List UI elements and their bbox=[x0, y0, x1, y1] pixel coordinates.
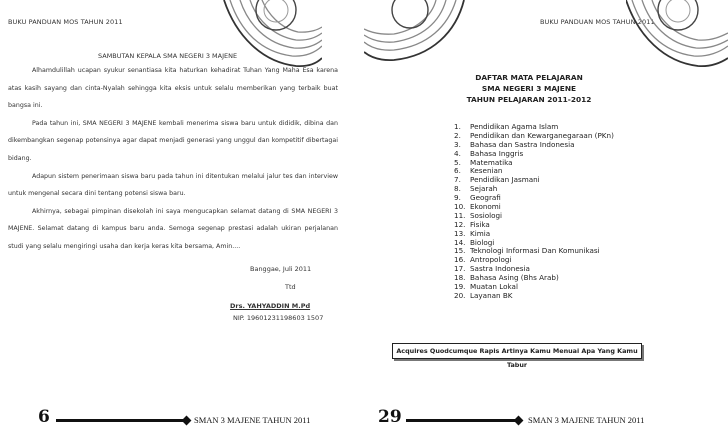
footer-text: SMAN 3 MAJENE TAHUN 2011 bbox=[528, 415, 645, 425]
subjects-list bbox=[454, 123, 614, 301]
welcome-title: SAMBUTAN KEPALA SMA NEGERI 3 MAJENE bbox=[98, 52, 238, 60]
list-item: 19. Muatan Lokal bbox=[454, 282, 518, 292]
footer-line bbox=[406, 419, 518, 422]
list-item: 4. Bahasa Inggris bbox=[454, 148, 524, 158]
list-item: 18. Bahasa Asing (Bhs Arab) bbox=[454, 273, 559, 283]
ttd-label: Ttd bbox=[285, 283, 296, 291]
welcome-text bbox=[8, 62, 338, 256]
list-item: 8. Sejarah bbox=[454, 184, 498, 194]
paragraph: Adapun sistem penerimaan siswa baru pada tahun ini ditentukan melalui jalur tes dan interview untuk mengenal secara dini tentang potensi siswa baru. bbox=[8, 172, 338, 198]
list-item: 7. Pendidikan Jasmani bbox=[454, 175, 540, 185]
footer-line bbox=[56, 419, 186, 422]
list-item: 1. Pendidikan Agama Islam bbox=[454, 122, 559, 131]
list-item: 3. Bahasa dan Sastra Indonesia bbox=[454, 139, 575, 149]
diamond-icon bbox=[182, 416, 192, 426]
right-header: BUKU PANDUAN MOS TAHUN 2011 bbox=[540, 18, 655, 26]
list-item: 2. Pendidikan dan Kewarganegaraan (PKn) bbox=[454, 130, 614, 140]
motto-box: Acquires Quodcumque Rapis Artinya Kamu Menuai Apa Yang Kamu Tabur bbox=[392, 343, 642, 359]
signatory-name: Drs. YAHYADDIN M.Pd bbox=[230, 302, 311, 310]
list-item: 14. Biologi bbox=[454, 237, 495, 247]
diamond-icon bbox=[514, 416, 524, 426]
list-item: 10. Ekonomi bbox=[454, 202, 501, 212]
signatory-nip: NIP. 19601231198603 1507 bbox=[233, 314, 324, 322]
decorative-swirl-icon bbox=[626, 0, 728, 75]
list-item: 9. Geografi bbox=[454, 193, 501, 203]
list-item: 12. Fisika bbox=[454, 219, 490, 229]
footer-text: SMAN 3 MAJENE TAHUN 2011 bbox=[194, 415, 311, 425]
right-page bbox=[364, 0, 728, 442]
list-item: 17. Sastra Indonesia bbox=[454, 264, 530, 274]
subjects-title-line-3: TAHUN PELAJARAN 2011-2012 bbox=[466, 95, 592, 104]
page-number: 29 bbox=[378, 407, 402, 427]
list-item: 20. Layanan BK bbox=[454, 290, 513, 300]
left-header: BUKU PANDUAN MOS TAHUN 2011 bbox=[8, 18, 123, 26]
list-item: 11. Sosiologi bbox=[454, 210, 503, 220]
list-item: 16. Antropologi bbox=[454, 255, 512, 265]
decorative-swirl-icon bbox=[364, 0, 474, 70]
list-item: 15. Teknologi Informasi Dan Komunikasi bbox=[454, 246, 600, 256]
list-item: 6. Kesenian bbox=[454, 166, 503, 176]
list-item: 13. Kimia bbox=[454, 228, 491, 238]
paragraph: Pada tahun ini, SMA NEGERI 3 MAJENE kembali menerima siswa baru untuk dididik, dibina dan dikembangkan segenap potensinya agar dapat menjadi generasi yang unggul dan kompetitif dibertagai bidang. bbox=[8, 119, 338, 162]
list-item: 5. Matematika bbox=[454, 157, 513, 167]
paragraph: Akhirnya, sebagai pimpinan disekolah ini saya mengucapkan selamat datang di SMA NEGERI 3 MAJENE. Selamat datang di kampus baru anda. Semoga segenap prestasi adalah ukiran perjalanan studi yang selalu mengiringi usaha dan kerja keras kita bersama, Amin.... bbox=[8, 207, 338, 250]
subjects-title-line-1: DAFTAR MATA PELAJARAN bbox=[475, 73, 583, 82]
paragraph: Alhamdulillah ucapan syukur senantiasa kita haturkan kehadirat Tuhan Yang Maha Esa karena atas kasih sayang dan cinta-Nyalah sehingga kita eksis untuk selalu memberikan yang terbaik buat bangsa ini. bbox=[8, 67, 338, 110]
subjects-title-line-2: SMA NEGERI 3 MAJENE bbox=[481, 84, 577, 93]
place-date: Banggae, Juli 2011 bbox=[250, 265, 312, 273]
page-number: 6 bbox=[38, 407, 50, 427]
